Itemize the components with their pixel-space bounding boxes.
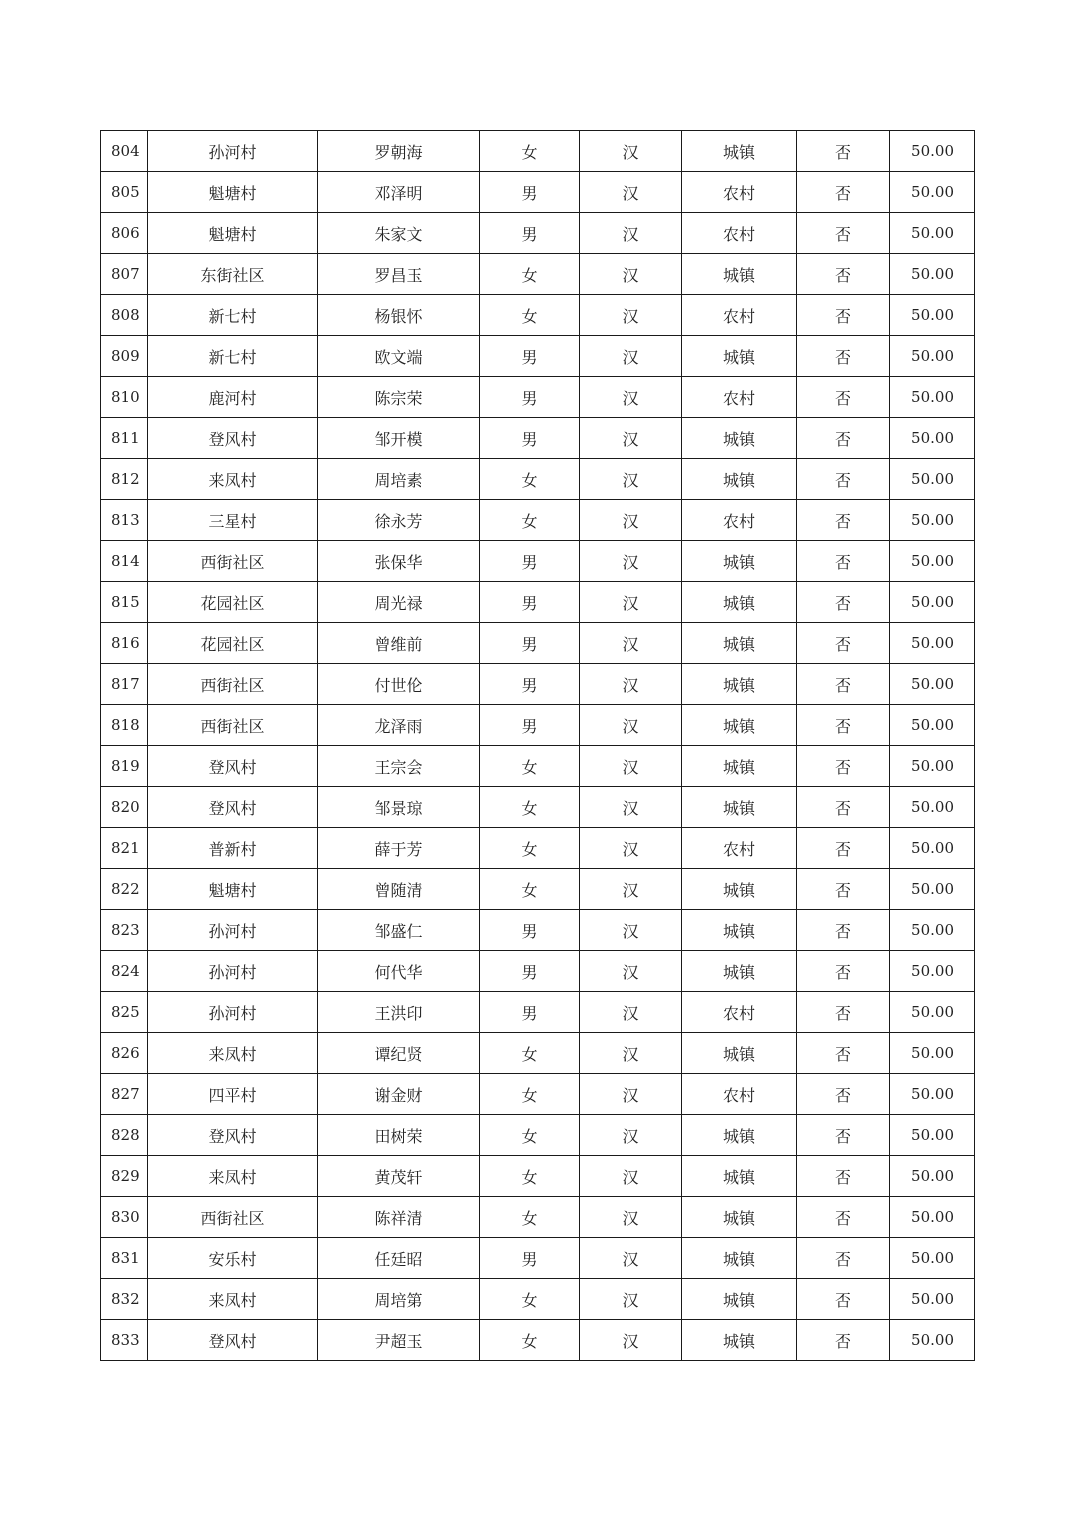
flag-cell: 否 — [797, 582, 890, 623]
row-number-cell: 822 — [101, 869, 148, 910]
table-row — [101, 1238, 975, 1279]
village-cell: 孙河村 — [148, 951, 318, 992]
village-cell: 四平村 — [148, 1074, 318, 1115]
row-number-cell: 824 — [101, 951, 148, 992]
row-number-cell: 829 — [101, 1156, 148, 1197]
gender-cell: 女 — [480, 1156, 580, 1197]
village-cell: 登风村 — [148, 418, 318, 459]
person-name-cell: 薛于芳 — [318, 828, 480, 869]
amount-cell: 50.00 — [890, 1074, 975, 1115]
row-number-cell: 810 — [101, 377, 148, 418]
residence-type-cell: 城镇 — [682, 1197, 797, 1238]
table-row — [101, 951, 975, 992]
table-row — [101, 664, 975, 705]
village-cell: 新七村 — [148, 336, 318, 377]
flag-cell: 否 — [797, 828, 890, 869]
ethnicity-cell: 汉 — [580, 1115, 682, 1156]
row-number-cell: 807 — [101, 254, 148, 295]
table-row — [101, 828, 975, 869]
person-name-cell: 谢金财 — [318, 1074, 480, 1115]
residence-type-cell: 城镇 — [682, 787, 797, 828]
row-number-cell: 833 — [101, 1320, 148, 1361]
ethnicity-cell: 汉 — [580, 131, 682, 172]
flag-cell: 否 — [797, 1115, 890, 1156]
gender-cell: 女 — [480, 254, 580, 295]
ethnicity-cell: 汉 — [580, 828, 682, 869]
gender-cell: 女 — [480, 869, 580, 910]
amount-cell: 50.00 — [890, 664, 975, 705]
person-name-cell: 邹开模 — [318, 418, 480, 459]
ethnicity-cell: 汉 — [580, 418, 682, 459]
row-number-cell: 819 — [101, 746, 148, 787]
ethnicity-cell: 汉 — [580, 213, 682, 254]
gender-cell: 男 — [480, 172, 580, 213]
amount-cell: 50.00 — [890, 1320, 975, 1361]
person-name-cell: 谭纪贤 — [318, 1033, 480, 1074]
ethnicity-cell: 汉 — [580, 1074, 682, 1115]
amount-cell: 50.00 — [890, 910, 975, 951]
residence-type-cell: 城镇 — [682, 1033, 797, 1074]
gender-cell: 男 — [480, 623, 580, 664]
table-row — [101, 1320, 975, 1361]
village-cell: 普新村 — [148, 828, 318, 869]
gender-cell: 男 — [480, 910, 580, 951]
village-cell: 来凤村 — [148, 1033, 318, 1074]
residence-type-cell: 农村 — [682, 377, 797, 418]
person-name-cell: 付世伦 — [318, 664, 480, 705]
row-number-cell: 811 — [101, 418, 148, 459]
gender-cell: 女 — [480, 459, 580, 500]
flag-cell: 否 — [797, 336, 890, 377]
village-cell: 登风村 — [148, 1115, 318, 1156]
row-number-cell: 820 — [101, 787, 148, 828]
table-row — [101, 500, 975, 541]
row-number-cell: 818 — [101, 705, 148, 746]
gender-cell: 男 — [480, 705, 580, 746]
person-name-cell: 徐永芳 — [318, 500, 480, 541]
gender-cell: 女 — [480, 1074, 580, 1115]
table-row — [101, 131, 975, 172]
person-name-cell: 田树荣 — [318, 1115, 480, 1156]
gender-cell: 男 — [480, 951, 580, 992]
row-number-cell: 817 — [101, 664, 148, 705]
flag-cell: 否 — [797, 910, 890, 951]
table-row — [101, 787, 975, 828]
row-number-cell: 813 — [101, 500, 148, 541]
ethnicity-cell: 汉 — [580, 623, 682, 664]
flag-cell: 否 — [797, 295, 890, 336]
person-name-cell: 邓泽明 — [318, 172, 480, 213]
flag-cell: 否 — [797, 992, 890, 1033]
gender-cell: 女 — [480, 746, 580, 787]
person-name-cell: 尹超玉 — [318, 1320, 480, 1361]
village-cell: 鹿河村 — [148, 377, 318, 418]
person-name-cell: 罗昌玉 — [318, 254, 480, 295]
table-row — [101, 623, 975, 664]
flag-cell: 否 — [797, 172, 890, 213]
residence-type-cell: 城镇 — [682, 1279, 797, 1320]
village-cell: 登风村 — [148, 1320, 318, 1361]
table-row — [101, 582, 975, 623]
person-name-cell: 朱家文 — [318, 213, 480, 254]
village-cell: 孙河村 — [148, 910, 318, 951]
person-name-cell: 曾随清 — [318, 869, 480, 910]
table-row — [101, 869, 975, 910]
amount-cell: 50.00 — [890, 992, 975, 1033]
village-cell: 西街社区 — [148, 664, 318, 705]
residence-type-cell: 城镇 — [682, 418, 797, 459]
table-row — [101, 254, 975, 295]
ethnicity-cell: 汉 — [580, 254, 682, 295]
amount-cell: 50.00 — [890, 1197, 975, 1238]
ethnicity-cell: 汉 — [580, 664, 682, 705]
village-cell: 东街社区 — [148, 254, 318, 295]
flag-cell: 否 — [797, 254, 890, 295]
residence-type-cell: 城镇 — [682, 664, 797, 705]
amount-cell: 50.00 — [890, 1033, 975, 1074]
table-row — [101, 459, 975, 500]
person-name-cell: 张保华 — [318, 541, 480, 582]
residence-type-cell: 农村 — [682, 172, 797, 213]
residence-type-cell: 城镇 — [682, 131, 797, 172]
person-name-cell: 王洪印 — [318, 992, 480, 1033]
flag-cell: 否 — [797, 951, 890, 992]
gender-cell: 男 — [480, 1238, 580, 1279]
ethnicity-cell: 汉 — [580, 541, 682, 582]
gender-cell: 男 — [480, 336, 580, 377]
village-cell: 花园社区 — [148, 582, 318, 623]
village-cell: 来凤村 — [148, 459, 318, 500]
residence-type-cell: 农村 — [682, 295, 797, 336]
ethnicity-cell: 汉 — [580, 951, 682, 992]
row-number-cell: 831 — [101, 1238, 148, 1279]
ethnicity-cell: 汉 — [580, 582, 682, 623]
flag-cell: 否 — [797, 746, 890, 787]
data-table — [100, 130, 975, 1361]
table-row — [101, 1115, 975, 1156]
gender-cell: 男 — [480, 541, 580, 582]
person-name-cell: 陈宗荣 — [318, 377, 480, 418]
person-name-cell: 欧文端 — [318, 336, 480, 377]
amount-cell: 50.00 — [890, 787, 975, 828]
amount-cell: 50.00 — [890, 541, 975, 582]
amount-cell: 50.00 — [890, 869, 975, 910]
flag-cell: 否 — [797, 459, 890, 500]
residence-type-cell: 城镇 — [682, 705, 797, 746]
flag-cell: 否 — [797, 131, 890, 172]
row-number-cell: 826 — [101, 1033, 148, 1074]
flag-cell: 否 — [797, 1279, 890, 1320]
ethnicity-cell: 汉 — [580, 1238, 682, 1279]
residence-type-cell: 城镇 — [682, 1115, 797, 1156]
amount-cell: 50.00 — [890, 459, 975, 500]
village-cell: 魁塘村 — [148, 869, 318, 910]
gender-cell: 女 — [480, 131, 580, 172]
amount-cell: 50.00 — [890, 705, 975, 746]
village-cell: 魁塘村 — [148, 172, 318, 213]
gender-cell: 男 — [480, 664, 580, 705]
village-cell: 西街社区 — [148, 1197, 318, 1238]
person-name-cell: 王宗会 — [318, 746, 480, 787]
village-cell: 魁塘村 — [148, 213, 318, 254]
row-number-cell: 812 — [101, 459, 148, 500]
village-cell: 登风村 — [148, 746, 318, 787]
amount-cell: 50.00 — [890, 377, 975, 418]
gender-cell: 女 — [480, 1033, 580, 1074]
ethnicity-cell: 汉 — [580, 992, 682, 1033]
village-cell: 西街社区 — [148, 705, 318, 746]
table-row — [101, 418, 975, 459]
person-name-cell: 何代华 — [318, 951, 480, 992]
village-cell: 西街社区 — [148, 541, 318, 582]
table-row — [101, 910, 975, 951]
gender-cell: 男 — [480, 582, 580, 623]
residence-type-cell: 农村 — [682, 992, 797, 1033]
ethnicity-cell: 汉 — [580, 787, 682, 828]
row-number-cell: 806 — [101, 213, 148, 254]
flag-cell: 否 — [797, 500, 890, 541]
ethnicity-cell: 汉 — [580, 1033, 682, 1074]
amount-cell: 50.00 — [890, 336, 975, 377]
flag-cell: 否 — [797, 213, 890, 254]
person-name-cell: 周培第 — [318, 1279, 480, 1320]
amount-cell: 50.00 — [890, 1238, 975, 1279]
residence-type-cell: 城镇 — [682, 910, 797, 951]
table-row — [101, 213, 975, 254]
person-name-cell: 杨银怀 — [318, 295, 480, 336]
table-row — [101, 295, 975, 336]
row-number-cell: 830 — [101, 1197, 148, 1238]
flag-cell: 否 — [797, 1156, 890, 1197]
village-cell: 孙河村 — [148, 992, 318, 1033]
residence-type-cell: 城镇 — [682, 1320, 797, 1361]
table-row — [101, 1197, 975, 1238]
residence-type-cell: 城镇 — [682, 746, 797, 787]
residence-type-cell: 农村 — [682, 828, 797, 869]
amount-cell: 50.00 — [890, 1156, 975, 1197]
table-row — [101, 336, 975, 377]
row-number-cell: 825 — [101, 992, 148, 1033]
gender-cell: 男 — [480, 992, 580, 1033]
table-row — [101, 377, 975, 418]
flag-cell: 否 — [797, 664, 890, 705]
row-number-cell: 832 — [101, 1279, 148, 1320]
flag-cell: 否 — [797, 869, 890, 910]
table-row — [101, 1156, 975, 1197]
person-name-cell: 罗朝海 — [318, 131, 480, 172]
residence-type-cell: 农村 — [682, 500, 797, 541]
person-name-cell: 任廷昭 — [318, 1238, 480, 1279]
row-number-cell: 827 — [101, 1074, 148, 1115]
person-name-cell: 周培素 — [318, 459, 480, 500]
ethnicity-cell: 汉 — [580, 705, 682, 746]
village-cell: 登风村 — [148, 787, 318, 828]
person-name-cell: 邹景琼 — [318, 787, 480, 828]
residence-type-cell: 农村 — [682, 213, 797, 254]
amount-cell: 50.00 — [890, 172, 975, 213]
amount-cell: 50.00 — [890, 623, 975, 664]
flag-cell: 否 — [797, 623, 890, 664]
amount-cell: 50.00 — [890, 828, 975, 869]
ethnicity-cell: 汉 — [580, 746, 682, 787]
table-row — [101, 992, 975, 1033]
residence-type-cell: 城镇 — [682, 1238, 797, 1279]
gender-cell: 男 — [480, 418, 580, 459]
ethnicity-cell: 汉 — [580, 869, 682, 910]
person-name-cell: 曾维前 — [318, 623, 480, 664]
gender-cell: 女 — [480, 295, 580, 336]
village-cell: 三星村 — [148, 500, 318, 541]
row-number-cell: 815 — [101, 582, 148, 623]
flag-cell: 否 — [797, 418, 890, 459]
ethnicity-cell: 汉 — [580, 1156, 682, 1197]
flag-cell: 否 — [797, 377, 890, 418]
table-row — [101, 746, 975, 787]
gender-cell: 女 — [480, 1197, 580, 1238]
flag-cell: 否 — [797, 1320, 890, 1361]
residence-type-cell: 城镇 — [682, 869, 797, 910]
row-number-cell: 805 — [101, 172, 148, 213]
residence-type-cell: 城镇 — [682, 459, 797, 500]
residence-type-cell: 城镇 — [682, 336, 797, 377]
ethnicity-cell: 汉 — [580, 459, 682, 500]
amount-cell: 50.00 — [890, 418, 975, 459]
amount-cell: 50.00 — [890, 1115, 975, 1156]
ethnicity-cell: 汉 — [580, 910, 682, 951]
flag-cell: 否 — [797, 787, 890, 828]
table-row — [101, 1074, 975, 1115]
ethnicity-cell: 汉 — [580, 1197, 682, 1238]
table-body — [101, 131, 975, 1361]
row-number-cell: 828 — [101, 1115, 148, 1156]
village-cell: 孙河村 — [148, 131, 318, 172]
ethnicity-cell: 汉 — [580, 1320, 682, 1361]
gender-cell: 男 — [480, 377, 580, 418]
village-cell: 花园社区 — [148, 623, 318, 664]
residence-type-cell: 城镇 — [682, 254, 797, 295]
table-row — [101, 705, 975, 746]
person-name-cell: 邹盛仁 — [318, 910, 480, 951]
village-cell: 安乐村 — [148, 1238, 318, 1279]
person-name-cell: 黄茂轩 — [318, 1156, 480, 1197]
residence-type-cell: 城镇 — [682, 623, 797, 664]
row-number-cell: 821 — [101, 828, 148, 869]
table-row — [101, 172, 975, 213]
gender-cell: 女 — [480, 1320, 580, 1361]
residence-type-cell: 城镇 — [682, 1156, 797, 1197]
row-number-cell: 823 — [101, 910, 148, 951]
amount-cell: 50.00 — [890, 1279, 975, 1320]
ethnicity-cell: 汉 — [580, 295, 682, 336]
row-number-cell: 808 — [101, 295, 148, 336]
residence-type-cell: 城镇 — [682, 951, 797, 992]
person-name-cell: 陈祥清 — [318, 1197, 480, 1238]
table-row — [101, 1033, 975, 1074]
amount-cell: 50.00 — [890, 295, 975, 336]
ethnicity-cell: 汉 — [580, 377, 682, 418]
residence-type-cell: 城镇 — [682, 582, 797, 623]
row-number-cell: 816 — [101, 623, 148, 664]
flag-cell: 否 — [797, 1074, 890, 1115]
row-number-cell: 814 — [101, 541, 148, 582]
flag-cell: 否 — [797, 541, 890, 582]
amount-cell: 50.00 — [890, 582, 975, 623]
amount-cell: 50.00 — [890, 500, 975, 541]
flag-cell: 否 — [797, 1238, 890, 1279]
residence-type-cell: 城镇 — [682, 541, 797, 582]
flag-cell: 否 — [797, 705, 890, 746]
row-number-cell: 804 — [101, 131, 148, 172]
person-name-cell: 周光禄 — [318, 582, 480, 623]
amount-cell: 50.00 — [890, 254, 975, 295]
flag-cell: 否 — [797, 1033, 890, 1074]
gender-cell: 女 — [480, 1279, 580, 1320]
amount-cell: 50.00 — [890, 746, 975, 787]
village-cell: 新七村 — [148, 295, 318, 336]
person-name-cell: 龙泽雨 — [318, 705, 480, 746]
gender-cell: 女 — [480, 828, 580, 869]
ethnicity-cell: 汉 — [580, 500, 682, 541]
residence-type-cell: 农村 — [682, 1074, 797, 1115]
amount-cell: 50.00 — [890, 951, 975, 992]
table-row — [101, 1279, 975, 1320]
row-number-cell: 809 — [101, 336, 148, 377]
village-cell: 来凤村 — [148, 1156, 318, 1197]
amount-cell: 50.00 — [890, 131, 975, 172]
table-row — [101, 541, 975, 582]
flag-cell: 否 — [797, 1197, 890, 1238]
ethnicity-cell: 汉 — [580, 1279, 682, 1320]
gender-cell: 男 — [480, 213, 580, 254]
ethnicity-cell: 汉 — [580, 172, 682, 213]
gender-cell: 女 — [480, 500, 580, 541]
amount-cell: 50.00 — [890, 213, 975, 254]
gender-cell: 女 — [480, 1115, 580, 1156]
village-cell: 来凤村 — [148, 1279, 318, 1320]
gender-cell: 女 — [480, 787, 580, 828]
ethnicity-cell: 汉 — [580, 336, 682, 377]
